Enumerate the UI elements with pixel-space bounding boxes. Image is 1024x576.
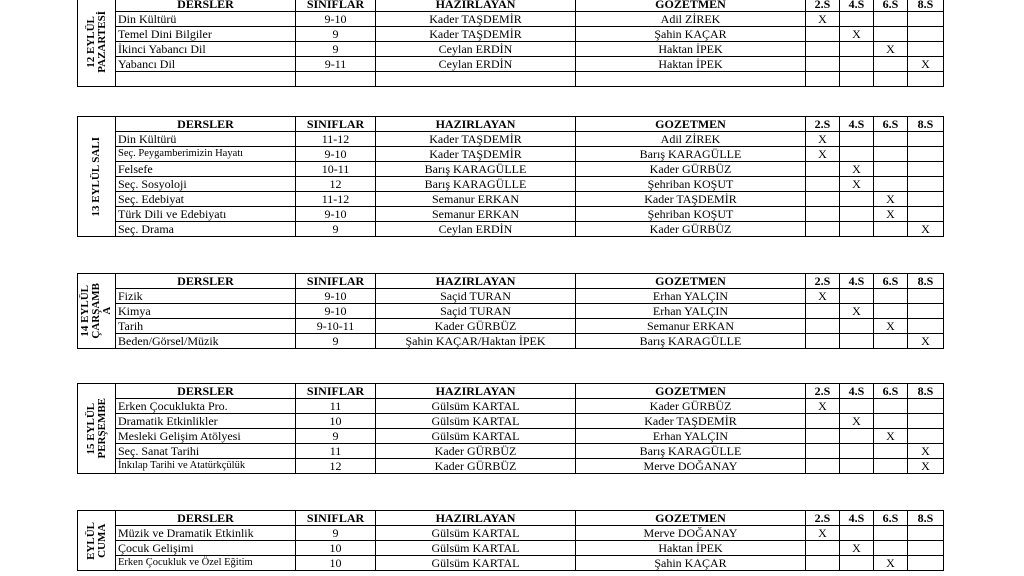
- header-dersler: DERSLER: [116, 511, 296, 526]
- table-row: [78, 526, 944, 541]
- period-4s-cell: X: [840, 541, 874, 556]
- header-8s: 8.S: [908, 511, 944, 526]
- proctor-cell: Şahin KAÇAR: [576, 556, 806, 571]
- grades-cell: 12: [296, 459, 376, 474]
- period-8s-cell: [908, 132, 944, 147]
- period-2s-cell: [806, 42, 840, 57]
- period-6s-cell: X: [874, 319, 908, 334]
- period-2s-cell: [806, 556, 840, 571]
- preparer-cell: Saçid TURAN: [376, 289, 576, 304]
- proctor-cell: Merve DOĞANAY: [576, 459, 806, 474]
- period-4s-cell: [840, 132, 874, 147]
- course-cell: [116, 72, 296, 87]
- course-cell: Çocuk Gelişimi: [116, 541, 296, 556]
- period-2s-cell: [806, 319, 840, 334]
- header-gozetmen: GOZETMEN: [576, 511, 806, 526]
- proctor-cell: Kader GÜRBÜZ: [576, 399, 806, 414]
- grades-cell: 9: [296, 526, 376, 541]
- header-siniflar: SINIFLAR: [296, 384, 376, 399]
- period-6s-cell: [874, 289, 908, 304]
- course-cell: Müzik ve Dramatik Etkinlik: [116, 526, 296, 541]
- preparer-cell: Ceylan ERDİN: [376, 42, 576, 57]
- period-8s-cell: [908, 399, 944, 414]
- period-6s-cell: [874, 526, 908, 541]
- preparer-cell: Kader GÜRBÜZ: [376, 319, 576, 334]
- preparer-cell: Gülsüm KARTAL: [376, 399, 576, 414]
- preparer-cell: Gülsüm KARTAL: [376, 541, 576, 556]
- header-gozetmen: GOZETMEN: [576, 0, 806, 12]
- grades-cell: [296, 72, 376, 87]
- period-8s-cell: [908, 147, 944, 162]
- period-8s-cell: [908, 429, 944, 444]
- course-cell: Din Kültürü: [116, 132, 296, 147]
- preparer-cell: Saçid TURAN: [376, 304, 576, 319]
- header-6s: 6.S: [874, 274, 908, 289]
- period-2s-cell: [806, 541, 840, 556]
- period-2s-cell: [806, 414, 840, 429]
- table-row: [78, 72, 944, 87]
- table-row: [78, 207, 944, 222]
- header-4s: 4.S: [840, 0, 874, 12]
- period-6s-cell: [874, 334, 908, 349]
- header-hazirlayan: HAZIRLAYAN: [376, 274, 576, 289]
- proctor-cell: Barış KARAGÜLLE: [576, 147, 806, 162]
- grades-cell: 9-10: [296, 207, 376, 222]
- period-6s-cell: [874, 399, 908, 414]
- period-2s-cell: [806, 162, 840, 177]
- grades-cell: 9-10: [296, 304, 376, 319]
- period-2s-cell: [806, 459, 840, 474]
- day-table: [77, 0, 944, 87]
- table-row: [78, 399, 944, 414]
- course-cell: İkinci Yabancı Dil: [116, 42, 296, 57]
- proctor-cell: Barış KARAGÜLLE: [576, 444, 806, 459]
- period-4s-cell: [840, 12, 874, 27]
- preparer-cell: Kader TAŞDEMİR: [376, 12, 576, 27]
- header-2s: 2.S: [806, 117, 840, 132]
- period-4s-cell: [840, 459, 874, 474]
- period-8s-cell: [908, 207, 944, 222]
- header-6s: 6.S: [874, 511, 908, 526]
- proctor-cell: Şehriban KOŞUT: [576, 177, 806, 192]
- course-cell: Seç. Peygamberimizin Hayatı: [116, 147, 296, 162]
- period-6s-cell: [874, 27, 908, 42]
- header-hazirlayan: HAZIRLAYAN: [376, 0, 576, 12]
- course-cell: Türk Dili ve Edebiyatı: [116, 207, 296, 222]
- grades-cell: 12: [296, 177, 376, 192]
- table-row: [78, 541, 944, 556]
- day-table: [77, 383, 944, 474]
- course-cell: Temel Dini Bilgiler: [116, 27, 296, 42]
- proctor-cell: Barış KARAGÜLLE: [576, 334, 806, 349]
- period-6s-cell: X: [874, 429, 908, 444]
- proctor-cell: Kader GÜRBÜZ: [576, 162, 806, 177]
- header-hazirlayan: HAZIRLAYAN: [376, 511, 576, 526]
- header-2s: 2.S: [806, 511, 840, 526]
- preparer-cell: Kader GÜRBÜZ: [376, 444, 576, 459]
- proctor-cell: Erhan YALÇIN: [576, 304, 806, 319]
- table-row: [78, 162, 944, 177]
- table-row: [78, 177, 944, 192]
- period-4s-cell: [840, 222, 874, 237]
- day-label-cell: [78, 117, 116, 237]
- proctor-cell: Erhan YALÇIN: [576, 429, 806, 444]
- period-6s-cell: [874, 132, 908, 147]
- period-6s-cell: [874, 147, 908, 162]
- period-2s-cell: X: [806, 526, 840, 541]
- period-4s-cell: [840, 319, 874, 334]
- header-2s: 2.S: [806, 0, 840, 12]
- period-8s-cell: [908, 304, 944, 319]
- period-6s-cell: [874, 459, 908, 474]
- proctor-cell: Kader TAŞDEMİR: [576, 414, 806, 429]
- period-2s-cell: [806, 207, 840, 222]
- proctor-cell: Şehriban KOŞUT: [576, 207, 806, 222]
- period-8s-cell: X: [908, 334, 944, 349]
- header-dersler: DERSLER: [116, 117, 296, 132]
- preparer-cell: Kader TAŞDEMİR: [376, 132, 576, 147]
- table-row: [78, 222, 944, 237]
- course-cell: Dramatik Etkinlikler: [116, 414, 296, 429]
- table-row: [78, 459, 944, 474]
- proctor-cell: Şahin KAÇAR: [576, 27, 806, 42]
- period-4s-cell: [840, 57, 874, 72]
- course-cell: Seç. Sanat Tarihi: [116, 444, 296, 459]
- proctor-cell: Haktan İPEK: [576, 57, 806, 72]
- period-4s-cell: X: [840, 177, 874, 192]
- period-8s-cell: X: [908, 57, 944, 72]
- period-8s-cell: X: [908, 222, 944, 237]
- proctor-cell: Haktan İPEK: [576, 541, 806, 556]
- preparer-cell: Ceylan ERDİN: [376, 57, 576, 72]
- grades-cell: 9-10: [296, 147, 376, 162]
- header-4s: 4.S: [840, 117, 874, 132]
- grades-cell: 11: [296, 399, 376, 414]
- table-row: [78, 414, 944, 429]
- table-row: [78, 192, 944, 207]
- header-row: [78, 117, 944, 132]
- table-row: [78, 289, 944, 304]
- period-2s-cell: [806, 72, 840, 87]
- header-row: [78, 274, 944, 289]
- header-8s: 8.S: [908, 0, 944, 12]
- period-2s-cell: X: [806, 289, 840, 304]
- grades-cell: 11-12: [296, 132, 376, 147]
- period-8s-cell: [908, 27, 944, 42]
- period-8s-cell: X: [908, 459, 944, 474]
- table-row: [78, 147, 944, 162]
- period-4s-cell: [840, 289, 874, 304]
- course-cell: Seç. Edebiyat: [116, 192, 296, 207]
- period-2s-cell: [806, 304, 840, 319]
- period-4s-cell: X: [840, 414, 874, 429]
- header-hazirlayan: HAZIRLAYAN: [376, 117, 576, 132]
- period-6s-cell: [874, 414, 908, 429]
- grades-cell: 11: [296, 444, 376, 459]
- period-6s-cell: [874, 162, 908, 177]
- period-4s-cell: X: [840, 304, 874, 319]
- table-row: [78, 334, 944, 349]
- proctor-cell: Adil ZİREK: [576, 12, 806, 27]
- period-6s-cell: X: [874, 556, 908, 571]
- period-6s-cell: [874, 72, 908, 87]
- period-6s-cell: [874, 12, 908, 27]
- day-table: [77, 510, 944, 571]
- period-6s-cell: X: [874, 192, 908, 207]
- header-4s: 4.S: [840, 274, 874, 289]
- period-8s-cell: X: [908, 444, 944, 459]
- period-2s-cell: [806, 444, 840, 459]
- table-row: [78, 444, 944, 459]
- table-row: [78, 556, 944, 571]
- grades-cell: 10: [296, 556, 376, 571]
- period-8s-cell: [908, 72, 944, 87]
- course-cell: Mesleki Gelişim Atölyesi: [116, 429, 296, 444]
- grades-cell: 9: [296, 334, 376, 349]
- header-2s: 2.S: [806, 384, 840, 399]
- period-8s-cell: [908, 177, 944, 192]
- period-4s-cell: [840, 429, 874, 444]
- day-label: 14 EYLÜL ÇARŞAMB A: [79, 283, 113, 339]
- period-6s-cell: [874, 304, 908, 319]
- period-2s-cell: [806, 429, 840, 444]
- period-6s-cell: X: [874, 42, 908, 57]
- period-4s-cell: [840, 72, 874, 87]
- preparer-cell: Gülsüm KARTAL: [376, 414, 576, 429]
- period-6s-cell: [874, 444, 908, 459]
- grades-cell: 9-11: [296, 57, 376, 72]
- period-8s-cell: [908, 12, 944, 27]
- grades-cell: 9: [296, 429, 376, 444]
- header-8s: 8.S: [908, 384, 944, 399]
- table-row: [78, 132, 944, 147]
- header-gozetmen: GOZETMEN: [576, 117, 806, 132]
- period-4s-cell: [840, 147, 874, 162]
- period-6s-cell: [874, 57, 908, 72]
- header-8s: 8.S: [908, 117, 944, 132]
- course-cell: Din Kültürü: [116, 12, 296, 27]
- period-2s-cell: [806, 57, 840, 72]
- preparer-cell: Kader TAŞDEMİR: [376, 27, 576, 42]
- header-6s: 6.S: [874, 384, 908, 399]
- course-cell: Seç. Sosyoloji: [116, 177, 296, 192]
- preparer-cell: Şahin KAÇAR/Haktan İPEK: [376, 334, 576, 349]
- proctor-cell: Haktan İPEK: [576, 42, 806, 57]
- grades-cell: 10-11: [296, 162, 376, 177]
- period-2s-cell: X: [806, 132, 840, 147]
- period-2s-cell: [806, 222, 840, 237]
- period-8s-cell: [908, 414, 944, 429]
- table-row: [78, 27, 944, 42]
- preparer-cell: Barış KARAGÜLLE: [376, 177, 576, 192]
- preparer-cell: [376, 72, 576, 87]
- period-8s-cell: [908, 556, 944, 571]
- period-2s-cell: X: [806, 12, 840, 27]
- day-label-cell: [78, 0, 116, 87]
- header-4s: 4.S: [840, 384, 874, 399]
- period-4s-cell: [840, 207, 874, 222]
- table-row: [78, 304, 944, 319]
- grades-cell: 9-10: [296, 12, 376, 27]
- header-2s: 2.S: [806, 274, 840, 289]
- course-cell: Erken Çocukluk ve Özel Eğitim: [116, 556, 296, 571]
- preparer-cell: Gülsüm KARTAL: [376, 556, 576, 571]
- proctor-cell: Kader TAŞDEMİR: [576, 192, 806, 207]
- grades-cell: 9: [296, 27, 376, 42]
- header-row: [78, 384, 944, 399]
- period-4s-cell: [840, 444, 874, 459]
- preparer-cell: Barış KARAGÜLLE: [376, 162, 576, 177]
- day-table: [77, 116, 944, 237]
- course-cell: Kimya: [116, 304, 296, 319]
- table-row: [78, 319, 944, 334]
- period-4s-cell: [840, 192, 874, 207]
- header-4s: 4.S: [840, 511, 874, 526]
- table-row: [78, 42, 944, 57]
- period-4s-cell: [840, 526, 874, 541]
- header-hazirlayan: HAZIRLAYAN: [376, 384, 576, 399]
- table-row: [78, 12, 944, 27]
- header-8s: 8.S: [908, 274, 944, 289]
- period-2s-cell: [806, 334, 840, 349]
- period-6s-cell: [874, 541, 908, 556]
- preparer-cell: Ceylan ERDİN: [376, 222, 576, 237]
- day-label-cell: [78, 511, 116, 571]
- course-cell: Fizik: [116, 289, 296, 304]
- proctor-cell: Merve DOĞANAY: [576, 526, 806, 541]
- header-row: [78, 0, 944, 12]
- day-label-cell: [78, 384, 116, 474]
- period-2s-cell: [806, 177, 840, 192]
- period-6s-cell: [874, 222, 908, 237]
- course-cell: Erken Çocuklukta Pro.: [116, 399, 296, 414]
- period-8s-cell: [908, 289, 944, 304]
- preparer-cell: Gülsüm KARTAL: [376, 526, 576, 541]
- header-row: [78, 511, 944, 526]
- period-4s-cell: [840, 556, 874, 571]
- table-row: [78, 57, 944, 72]
- day-label-cell: [78, 274, 116, 349]
- grades-cell: 10: [296, 414, 376, 429]
- proctor-cell: Erhan YALÇIN: [576, 289, 806, 304]
- header-siniflar: SINIFLAR: [296, 0, 376, 12]
- grades-cell: 9: [296, 222, 376, 237]
- day-label: 15 EYLÜL PERŞEMBE: [84, 398, 108, 459]
- grades-cell: 10: [296, 541, 376, 556]
- course-cell: Tarih: [116, 319, 296, 334]
- preparer-cell: Kader TAŞDEMİR: [376, 147, 576, 162]
- day-label: 13 EYLÜL SALI: [90, 136, 102, 217]
- period-8s-cell: [908, 42, 944, 57]
- proctor-cell: Adil ZİREK: [576, 132, 806, 147]
- period-4s-cell: X: [840, 27, 874, 42]
- period-8s-cell: [908, 319, 944, 334]
- preparer-cell: Semanur ERKAN: [376, 207, 576, 222]
- period-4s-cell: X: [840, 162, 874, 177]
- grades-cell: 9: [296, 42, 376, 57]
- header-dersler: DERSLER: [116, 0, 296, 12]
- period-2s-cell: X: [806, 399, 840, 414]
- period-4s-cell: [840, 42, 874, 57]
- day-label: 12 EYLÜL PAZARTESİ: [84, 10, 108, 73]
- preparer-cell: Kader GÜRBÜZ: [376, 459, 576, 474]
- course-cell: Yabancı Dil: [116, 57, 296, 72]
- period-4s-cell: [840, 399, 874, 414]
- period-8s-cell: [908, 526, 944, 541]
- header-siniflar: SINIFLAR: [296, 274, 376, 289]
- header-siniflar: SINIFLAR: [296, 511, 376, 526]
- period-8s-cell: [908, 192, 944, 207]
- period-2s-cell: X: [806, 147, 840, 162]
- header-gozetmen: GOZETMEN: [576, 274, 806, 289]
- header-dersler: DERSLER: [116, 274, 296, 289]
- period-2s-cell: [806, 192, 840, 207]
- period-6s-cell: X: [874, 207, 908, 222]
- proctor-cell: Kader GÜRBÜZ: [576, 222, 806, 237]
- day-table: [77, 273, 944, 349]
- header-gozetmen: GOZETMEN: [576, 384, 806, 399]
- course-cell: Seç. Drama: [116, 222, 296, 237]
- period-8s-cell: [908, 541, 944, 556]
- header-6s: 6.S: [874, 117, 908, 132]
- course-cell: İnkılap Tarihi ve Atatürkçülük: [116, 459, 296, 474]
- period-2s-cell: [806, 27, 840, 42]
- header-siniflar: SINIFLAR: [296, 117, 376, 132]
- grades-cell: 9-10: [296, 289, 376, 304]
- period-8s-cell: [908, 162, 944, 177]
- header-6s: 6.S: [874, 0, 908, 12]
- period-6s-cell: [874, 177, 908, 192]
- proctor-cell: [576, 72, 806, 87]
- course-cell: Beden/Görsel/Müzik: [116, 334, 296, 349]
- preparer-cell: Gülsüm KARTAL: [376, 429, 576, 444]
- period-4s-cell: [840, 334, 874, 349]
- proctor-cell: Semanur ERKAN: [576, 319, 806, 334]
- preparer-cell: Semanur ERKAN: [376, 192, 576, 207]
- grades-cell: 11-12: [296, 192, 376, 207]
- course-cell: Felsefe: [116, 162, 296, 177]
- header-dersler: DERSLER: [116, 384, 296, 399]
- grades-cell: 9-10-11: [296, 319, 376, 334]
- table-row: [78, 429, 944, 444]
- day-label: EYLÜL CUMA: [84, 521, 108, 560]
